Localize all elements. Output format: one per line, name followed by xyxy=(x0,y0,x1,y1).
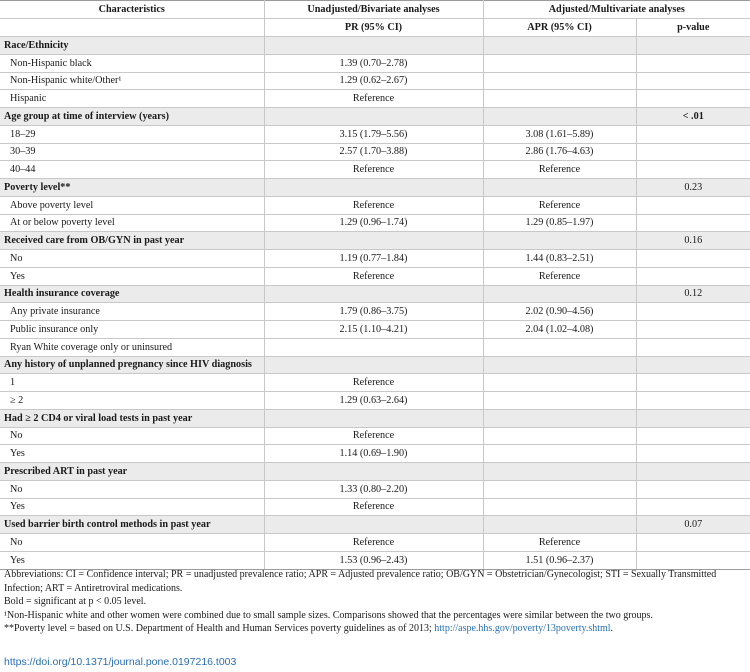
apr-cell xyxy=(483,463,636,481)
apr-cell: 2.02 (0.90–4.56) xyxy=(483,303,636,321)
row-label: Any private insurance xyxy=(0,303,264,321)
pr-cell: Reference xyxy=(264,498,483,516)
category-row xyxy=(0,516,750,534)
row-label: Ryan White coverage only or uninsured xyxy=(0,338,264,356)
header-empty xyxy=(0,19,264,37)
apr-cell xyxy=(483,480,636,498)
category-label: Any history of unplanned pregnancy since HIV diagnosis xyxy=(0,356,264,374)
note-footnote-2-end: . xyxy=(610,623,614,635)
apr-cell: 1.44 (0.83–2.51) xyxy=(483,250,636,268)
pvalue-cell: < .01 xyxy=(636,108,750,126)
table-row xyxy=(0,196,750,214)
table-row xyxy=(0,54,750,72)
pr-cell: 1.29 (0.62–2.67) xyxy=(264,72,483,90)
pvalue-cell xyxy=(636,161,750,179)
note-footnote-2 xyxy=(4,622,746,636)
table-row xyxy=(0,214,750,232)
apr-cell: Reference xyxy=(483,161,636,179)
pvalue-cell: 0.23 xyxy=(636,179,750,197)
table-row xyxy=(0,534,750,552)
apr-cell xyxy=(483,427,636,445)
apr-cell: 2.04 (1.02–4.08) xyxy=(483,321,636,339)
apr-cell: 1.51 (0.96–2.37) xyxy=(483,551,636,569)
header-apr: APR (95% CI) xyxy=(483,19,636,37)
table-row xyxy=(0,267,750,285)
pr-cell: 3.15 (1.79–5.56) xyxy=(264,125,483,143)
apr-cell xyxy=(483,445,636,463)
pr-cell: 1.39 (0.70–2.78) xyxy=(264,54,483,72)
apr-cell xyxy=(483,498,636,516)
category-label: Received care from OB/GYN in past year xyxy=(0,232,264,250)
table-row xyxy=(0,338,750,356)
category-label: Prescribed ART in past year xyxy=(0,463,264,481)
pr-cell: 2.15 (1.10–4.21) xyxy=(264,321,483,339)
row-label: Non-Hispanic white/Other¹ xyxy=(0,72,264,90)
apr-cell xyxy=(483,338,636,356)
row-label: Yes xyxy=(0,551,264,569)
pvalue-cell xyxy=(636,125,750,143)
pr-cell xyxy=(264,108,483,126)
apr-cell xyxy=(483,516,636,534)
pr-cell xyxy=(264,356,483,374)
pvalue-cell xyxy=(636,392,750,410)
row-label: No xyxy=(0,427,264,445)
row-label: Public insurance only xyxy=(0,321,264,339)
apr-cell: 3.08 (1.61–5.89) xyxy=(483,125,636,143)
table-row xyxy=(0,72,750,90)
apr-cell: 2.86 (1.76–4.63) xyxy=(483,143,636,161)
pvalue-cell xyxy=(636,303,750,321)
category-label: Poverty level** xyxy=(0,179,264,197)
category-row xyxy=(0,285,750,303)
pr-cell xyxy=(264,179,483,197)
category-row xyxy=(0,37,750,55)
category-row xyxy=(0,463,750,481)
category-label: Race/Ethnicity xyxy=(0,37,264,55)
pvalue-cell xyxy=(636,498,750,516)
pvalue-cell xyxy=(636,427,750,445)
pr-cell xyxy=(264,338,483,356)
pvalue-cell xyxy=(636,250,750,268)
pvalue-cell: 0.07 xyxy=(636,516,750,534)
pr-cell: 1.14 (0.69–1.90) xyxy=(264,445,483,463)
row-label: 1 xyxy=(0,374,264,392)
row-label: At or below poverty level xyxy=(0,214,264,232)
table-row xyxy=(0,250,750,268)
category-row xyxy=(0,232,750,250)
row-label: No xyxy=(0,534,264,552)
pr-cell: Reference xyxy=(264,196,483,214)
table-row xyxy=(0,445,750,463)
apr-cell: Reference xyxy=(483,534,636,552)
table-notes xyxy=(4,568,746,636)
pvalue-cell xyxy=(636,37,750,55)
pr-cell: Reference xyxy=(264,374,483,392)
apr-cell xyxy=(483,90,636,108)
pvalue-cell xyxy=(636,409,750,427)
table-row xyxy=(0,392,750,410)
pvalue-cell: 0.16 xyxy=(636,232,750,250)
doi-link[interactable]: https://doi.org/10.1371/journal.pone.0197216.t003 xyxy=(4,656,237,668)
category-label: Had ≥ 2 CD4 or viral load tests in past year xyxy=(0,409,264,427)
apr-cell: 1.29 (0.85–1.97) xyxy=(483,214,636,232)
table-row xyxy=(0,303,750,321)
pr-cell: 1.29 (0.63–2.64) xyxy=(264,392,483,410)
pr-cell xyxy=(264,463,483,481)
pvalue-cell xyxy=(636,72,750,90)
pvalue-cell xyxy=(636,374,750,392)
row-label: 30–39 xyxy=(0,143,264,161)
pr-cell: 1.33 (0.80–2.20) xyxy=(264,480,483,498)
row-label: 40–44 xyxy=(0,161,264,179)
category-label: Age group at time of interview (years) xyxy=(0,108,264,126)
table-row xyxy=(0,321,750,339)
apr-cell xyxy=(483,72,636,90)
table-row xyxy=(0,498,750,516)
row-label: Above poverty level xyxy=(0,196,264,214)
pr-cell xyxy=(264,516,483,534)
pr-cell: 2.57 (1.70–3.88) xyxy=(264,143,483,161)
header-characteristics: Characteristics xyxy=(0,1,264,19)
pvalue-cell xyxy=(636,534,750,552)
note-footnote-1: ¹Non-Hispanic white and other women were combined due to small sample sizes. Comparisons showed that the percentages were similar between the two groups. xyxy=(4,609,653,621)
pr-cell: 1.19 (0.77–1.84) xyxy=(264,250,483,268)
poverty-guidelines-link[interactable]: http://aspe.hhs.gov/poverty/13poverty.shtml xyxy=(434,623,611,635)
note-bold: Bold = significant at p < 0.05 level. xyxy=(4,596,147,608)
row-label: No xyxy=(0,480,264,498)
pr-cell: 1.29 (0.96–1.74) xyxy=(264,214,483,232)
pvalue-cell xyxy=(636,143,750,161)
pvalue-cell xyxy=(636,551,750,569)
table-body xyxy=(0,37,750,570)
pr-cell: Reference xyxy=(264,90,483,108)
pr-cell: Reference xyxy=(264,161,483,179)
table-row xyxy=(0,125,750,143)
apr-cell: Reference xyxy=(483,196,636,214)
pvalue-cell xyxy=(636,54,750,72)
header-adjusted: Adjusted/Multivariate analyses xyxy=(483,1,750,19)
row-label: Non-Hispanic black xyxy=(0,54,264,72)
row-label: 18–29 xyxy=(0,125,264,143)
apr-cell xyxy=(483,356,636,374)
apr-cell xyxy=(483,54,636,72)
pr-cell xyxy=(264,232,483,250)
table-row xyxy=(0,161,750,179)
row-label: ≥ 2 xyxy=(0,392,264,410)
pvalue-cell: 0.12 xyxy=(636,285,750,303)
row-label: No xyxy=(0,250,264,268)
header-pvalue: p-value xyxy=(636,19,750,37)
row-label: Hispanic xyxy=(0,90,264,108)
table-row xyxy=(0,90,750,108)
pvalue-cell xyxy=(636,480,750,498)
apr-cell xyxy=(483,108,636,126)
note-footnote-2-text: **Poverty level = based on U.S. Department of Health and Human Services poverty guidelines as of 2013; xyxy=(4,623,435,635)
table-row xyxy=(0,143,750,161)
pr-cell xyxy=(264,37,483,55)
pr-cell: 1.79 (0.86–3.75) xyxy=(264,303,483,321)
category-label: Used barrier birth control methods in past year xyxy=(0,516,264,534)
row-label: Yes xyxy=(0,267,264,285)
pvalue-cell xyxy=(636,90,750,108)
apr-cell xyxy=(483,179,636,197)
header-unadjusted: Unadjusted/Bivariate analyses xyxy=(264,1,483,19)
header-pr: PR (95% CI) xyxy=(264,19,483,37)
category-row xyxy=(0,356,750,374)
pvalue-cell xyxy=(636,321,750,339)
category-row xyxy=(0,108,750,126)
apr-cell: Reference xyxy=(483,267,636,285)
row-label: Yes xyxy=(0,498,264,516)
category-row xyxy=(0,179,750,197)
table-row xyxy=(0,427,750,445)
table-header xyxy=(0,1,750,37)
pvalue-cell xyxy=(636,196,750,214)
pr-cell xyxy=(264,285,483,303)
pr-cell xyxy=(264,409,483,427)
apr-cell xyxy=(483,392,636,410)
apr-cell xyxy=(483,37,636,55)
apr-cell xyxy=(483,285,636,303)
pr-cell: Reference xyxy=(264,267,483,285)
apr-cell xyxy=(483,409,636,427)
pvalue-cell xyxy=(636,463,750,481)
note-abbreviations: Abbreviations: CI = Confidence interval; PR = unadjusted prevalence ratio; APR = Adjusted prevalence ratio; OB/GYN = Obstetrician/Gynecologist; STI = Sexually Transmitted Infection; ART = Antiretroviral medications. xyxy=(4,569,717,594)
apr-cell xyxy=(483,232,636,250)
row-label: Yes xyxy=(0,445,264,463)
pvalue-cell xyxy=(636,356,750,374)
pvalue-cell xyxy=(636,214,750,232)
table-row xyxy=(0,374,750,392)
category-row xyxy=(0,409,750,427)
table-row xyxy=(0,480,750,498)
pvalue-cell xyxy=(636,267,750,285)
pr-cell: Reference xyxy=(264,427,483,445)
pvalue-cell xyxy=(636,338,750,356)
pvalue-cell xyxy=(636,445,750,463)
category-label: Health insurance coverage xyxy=(0,285,264,303)
pr-cell: 1.53 (0.96–2.43) xyxy=(264,551,483,569)
apr-cell xyxy=(483,374,636,392)
pr-cell: Reference xyxy=(264,534,483,552)
table-row xyxy=(0,551,750,569)
